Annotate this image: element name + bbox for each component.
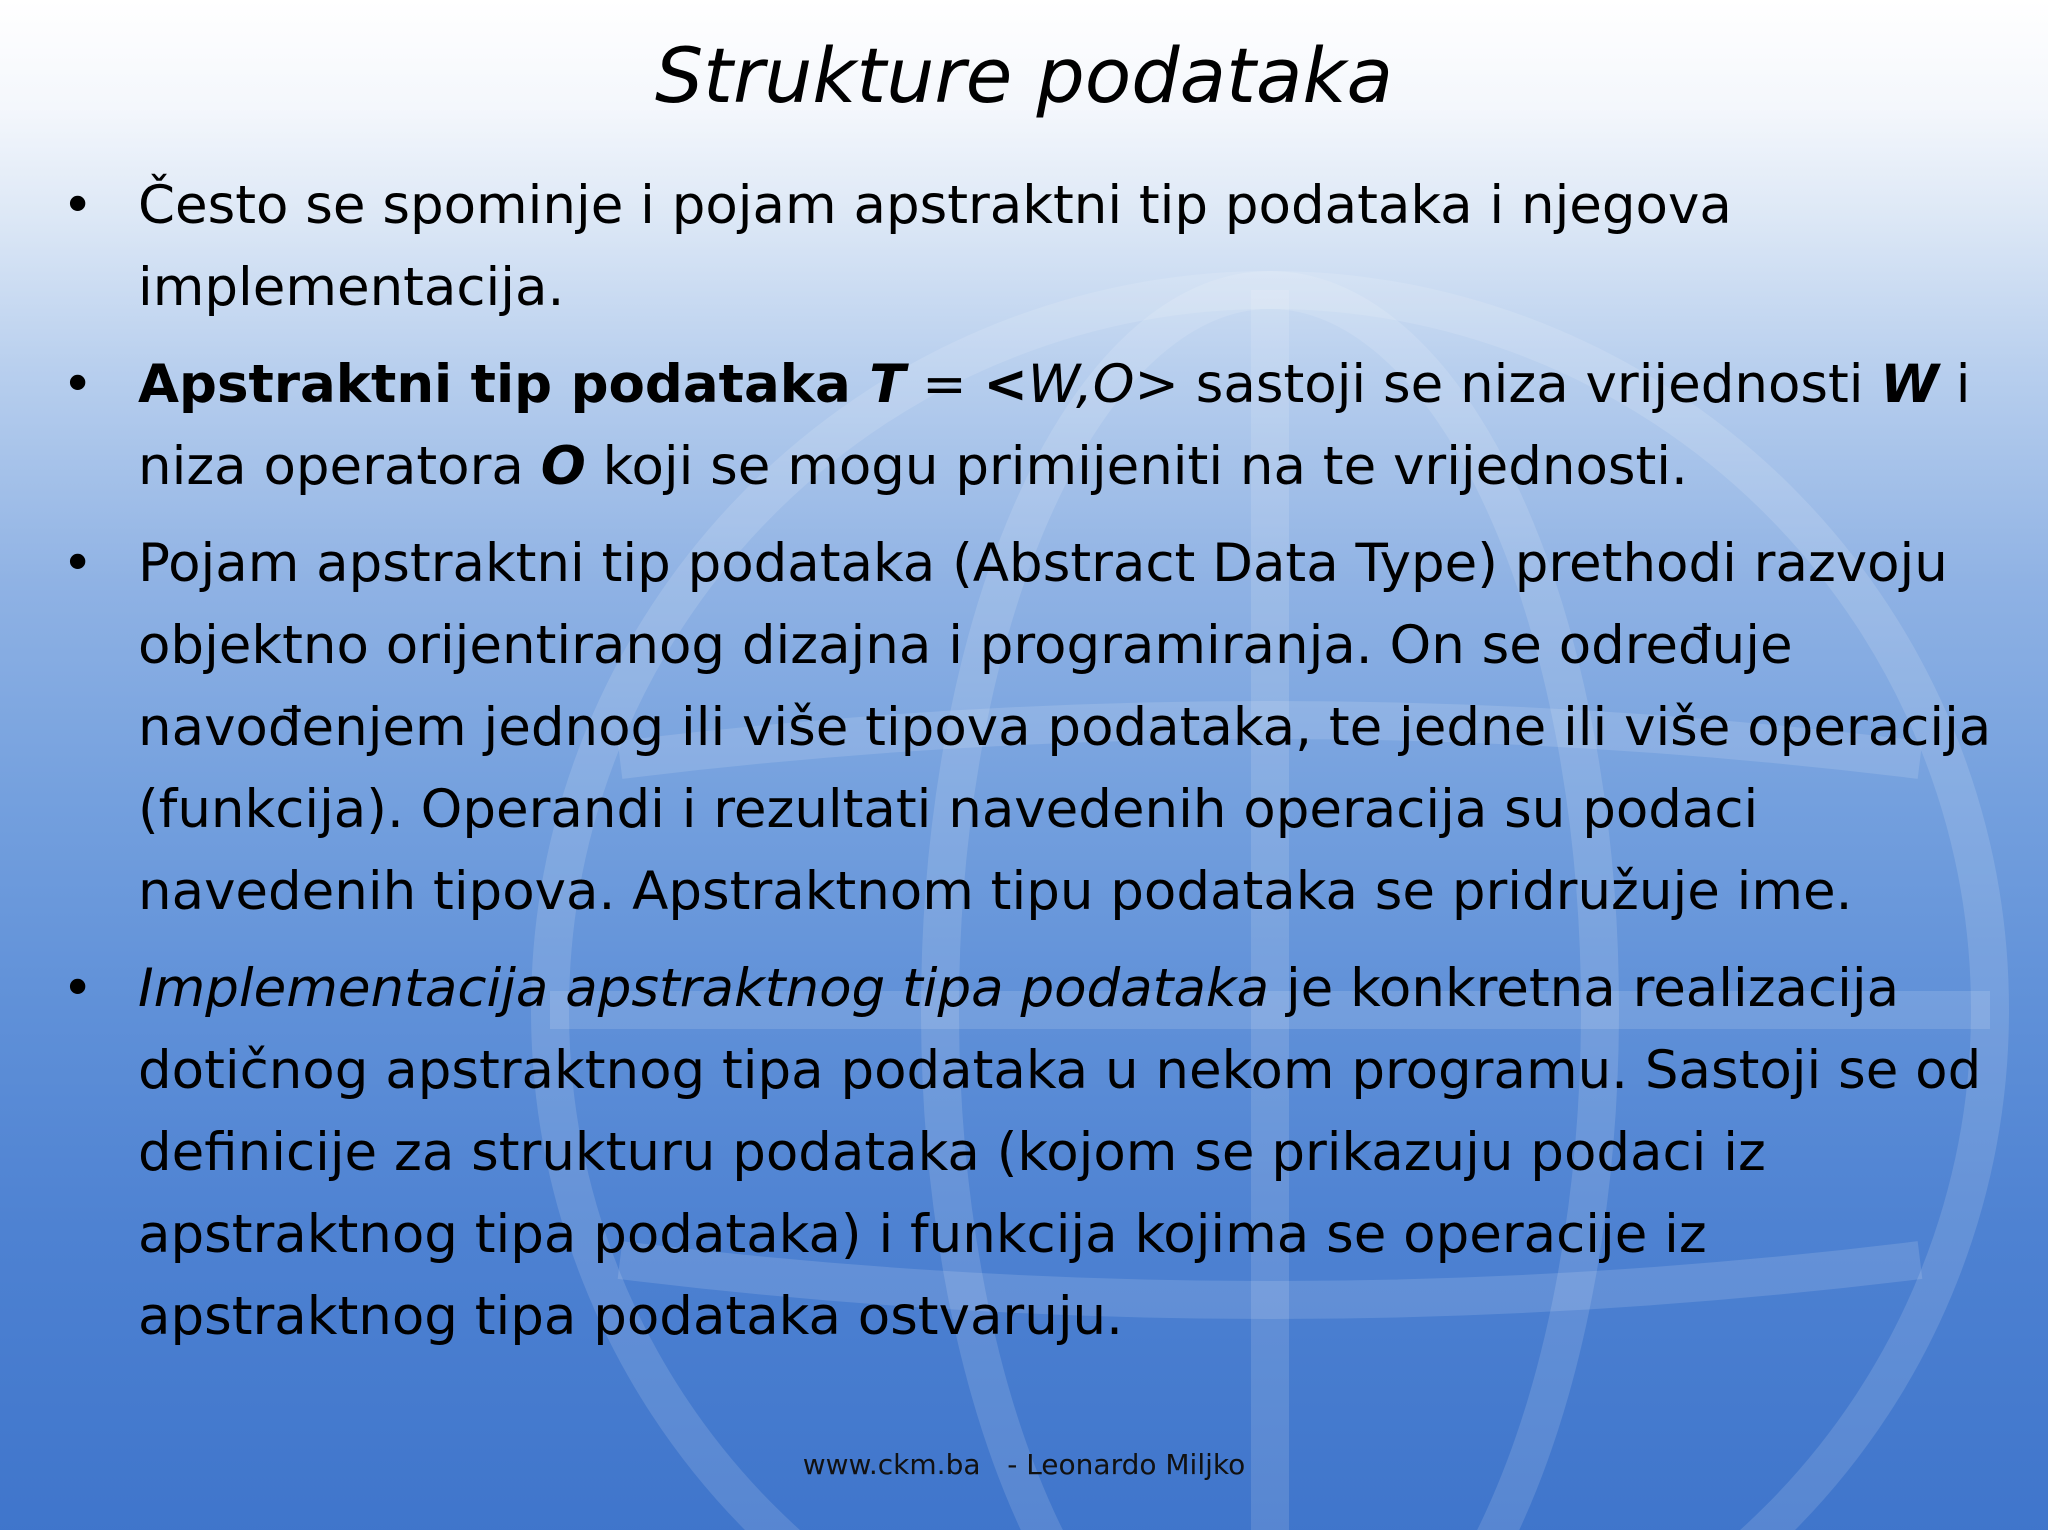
bullet-text: i niza operatora [138,354,1971,497]
bullet-item [58,344,2018,508]
term-italic: Implementacija apstraktnog tipa podataka [138,958,1270,1019]
bullet-text: koji se mogu primijeniti na te vrijednosti. [585,436,1688,497]
bullet-item [58,523,2018,933]
bullet-list [58,165,2018,1373]
bullet-text: je konkretna realizacija dotičnog apstraktnog tipa podataka u nekom programu. Sastoji se od definicije za strukturu podataka (kojom se prikazuju podaci iz apstraktnog tipa podataka) i funkcija kojima se operacije iz apstraktnog tipa podataka ostvaruju. [138,958,1982,1347]
symbol-t: T [869,354,906,415]
angle-close: > [1134,354,1179,415]
bottom-band [0,1530,2048,1536]
symbol-o: O [540,436,586,497]
bullet-dot: • [62,354,94,415]
angle-open: < [983,354,1028,415]
bullet-dot: • [62,175,94,236]
bullet-item [58,165,2018,329]
term-bold: Apstraktni tip podataka [138,354,870,415]
bullet-dot: • [62,533,94,594]
symbol-wo: W,O [1027,354,1135,415]
slide-footer: www.ckm.ba - Leonardo Miljko [802,1448,1246,1481]
bullet-dot: • [62,958,94,1019]
bullet-item [58,948,2018,1358]
bullet-text: sastoji se niza vrijednosti [1178,354,1881,415]
bullet-text: Pojam apstraktni tip podataka (Abstract Data Type) prethodi razvoju objektno orijentiranog dizajna i programiranja. On se određuje navođenjem jednog ili više tipova podataka, te jedne ili više operacija (funkcija). Operandi i rezultati navedenih operacija su podaci navedenih tipova. Apstraktnom tipu podataka se pridružuje ime. [138,533,1992,922]
bullet-text: Često se spominje i pojam apstraktni tip podataka i njegova implementacija. [138,175,1732,318]
equals-sign: = [905,354,984,415]
slide-title: Strukture podataka [654,31,1394,120]
symbol-w: W [1880,354,1939,415]
